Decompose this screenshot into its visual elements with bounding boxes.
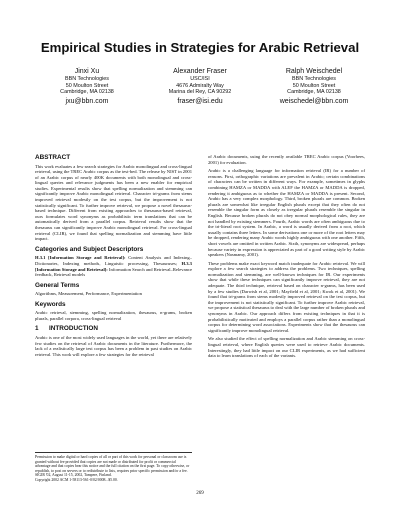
body-paragraph: Arabic is a challenging language for information retrieval (IR) for a number of reasons. First, orthographic variations are prevalent in Arabic; certain combinations of characters can be written in different ways. For example, sometimes in glyphs combining HAMZA or MADDA with ALEF the HAMZA or MADDA is dropped, rendering it ambiguous as to whether the HAMZA or MADDA is present. Second, Arabic has a very complex morphology. Third, broken plurals are common. Broken plurals are somewhat like irregular English plurals except that they often do not resemble the singular form as closely as irregular plurals resemble the singular in English. Because broken plurals do not obey normal morphological rules, they are not handled by existing stemmers. Fourth, Arabic words are often ambiguous due to the tri-literal root system. In Arabic, a word is usually derived from a root, which usually contains three letters. In some derivations one or more of the root letters may be dropped, rendering many Arabic words highly ambiguous with one another. Fifth, short vowels are omitted in written Arabic. Sixth, synonyms are widespread, perhaps because variety in expression is appreciated as part of a good writing style by Arabic speakers (Nasmamy, 2001).	[208, 168, 365, 258]
left-column	[35, 154, 192, 360]
abstract-text: This work evaluates a few search strategies for Arabic monolingual and cross-lingual retrieval, using the TREC Arabic corpus as the test-bed. The release by NIST in 2001 of an Arabic corpus of nearly 400K documents with both monolingual and cross-lingual queries and relevance judgments has been a new enabler for empirical studies. Experimental results show that spelling normalization and stemming can significantly improve Arabic monolingual retrieval. Character tri-grams from stems improved retrieval modestly on the test corpus, but the improvement is not statistically significant. To further improve retrieval, we propose a novel thesaurus-based technique. Different from existing approaches to thesaurus-based retrieval, ours formulates word synonyms as probabilistic term translations that can be automatically derived from a parallel corpus. Retrieval results show that the thesaurus can significantly improve Arabic monolingual retrieval. For cross-lingual retrieval (CLIR), we found that spelling normalization and stemming have little impact.	[35, 163, 192, 242]
keywords-text: Arabic retrieval, stemming, spelling normalization, thesaurus, n-grams, broken plurals, parallel corpora, cross-lingual retrieval	[35, 310, 192, 321]
right-column	[208, 154, 365, 362]
author-block	[0, 67, 400, 111]
body-paragraph: of Arabic documents, using the recently available TREC Arabic corpus (Voorhees, 2001) for evaluation.	[208, 154, 365, 165]
copyright-line: Copyright 2002 ACM 1-58113-561-0/02/0008...$5.00.	[35, 477, 118, 482]
paper-title: Empirical Studies in Strategies for Arabic Retrieval	[40, 40, 360, 55]
conference-line: SIGIR '02, August 11-15, 2002, Tampere, Finland.	[35, 473, 112, 478]
author-org: BBN Technologies	[292, 76, 336, 82]
author-city: Cambridge, MA 02138	[287, 89, 341, 96]
permission-footnote	[35, 452, 192, 483]
author-name: Ralph Weischedel	[285, 68, 343, 75]
author-street: 50 Moulton Street	[65, 82, 109, 89]
introduction-heading	[35, 325, 192, 333]
author-org: BBN Technologies	[65, 76, 109, 82]
categories-heading: Categories and Subject Descriptors	[35, 245, 144, 253]
author-email: weischedel@bbn.com	[279, 97, 349, 105]
author-3	[254, 67, 374, 106]
introduction-text: Arabic is one of the most widely used languages in the world, yet there are relatively few studies on the retrieval of Arabic documents in the literature. Furthermore, the lack of a realistically large test corpus has been a problem in past studies on Arabic retrieval. This work will explore a few strategies for the retrieval	[35, 334, 192, 357]
category-desc-1: Content Analysis and Indexing–Dictionaries, Indexing methods, Linguistic processing, Thesauruses;	[35, 255, 192, 266]
author-name: Alexander Fraser	[173, 68, 227, 75]
author-street: 4676 Admiralty Way	[176, 82, 224, 89]
author-name: Jinxi Xu	[74, 68, 100, 75]
body-paragraph: These problems make exact keyword match inadequate for Arabic retrieval. We will explore a few search strategies to address the problems. Two techniques, spelling normalization and stemming, are well-known techniques for IR. Our experiments show that while these techniques can significantly improve retrieval, they are not adequate. The third technique, retrieval based on character n-grams, has been used by a few studies (Darwish et al, 2001; Mayfield et al, 2001; Kwok et al, 2001). We found that tri-grams from stems modestly improved retrieval on the test corpus, but the improvement is not statistically significant. To further improve Arabic retrieval, we propose a statistical thesaurus to deal with the large number of broken plurals and synonyms in Arabic. Our approach differs from existing techniques in that it is probabilistically motivated and employs a parallel corpus rather than a monolingual corpus for determining word associations. Experiments show that the thesaurus can significantly improve monolingual retrieval.	[208, 260, 365, 333]
section-title: INTRODUCTION	[49, 325, 98, 333]
author-email: fraser@isi.edu	[177, 97, 223, 105]
general-terms-text: Algorithms, Measurement, Performance, Experimentation	[35, 291, 142, 297]
section-number: 1	[35, 325, 39, 333]
categories-text	[35, 255, 192, 277]
body-paragraph: We also studied the effect of spelling normalization and Arabic stemming on cross-lingual retrieval, where English queries were used to retrieve Arabic documents. Interestingly, they had little impact on our CLIR experiments, as we had sufficient data to learn translations of each of the variants.	[208, 336, 365, 359]
category-code-2: H.3.3 [Information Storage and Retrieval]:	[35, 260, 192, 272]
page-number: 269	[196, 491, 204, 496]
author-street: 50 Moulton Street	[292, 82, 336, 89]
category-desc-2: Information Search and Retrieval–Relevance feedback, Retrieval models	[35, 266, 192, 278]
author-city: Cambridge, MA 02138	[60, 89, 114, 96]
author-1	[27, 67, 147, 106]
author-email: jxu@bbn.com	[65, 97, 109, 105]
category-code-1: H.3.1 [Information Storage and Retrieval]:	[35, 255, 126, 261]
abstract-heading: ABSTRACT	[35, 154, 71, 161]
author-org: USC/ISI	[190, 76, 210, 82]
permission-text: Permission to make digital or hard copies of all or part of this work for personal or classroom use is granted without fee provided that copies are not made or distributed for profit or commercial advantage and that copies bear this notice and the full citation on the first page. To copy otherwise, or republish, to post on servers or to redistribute to lists, requires prior specific permission and/or a fee.	[35, 455, 190, 473]
author-city: Marina del Rey, CA 90292	[168, 89, 232, 96]
author-2	[140, 67, 260, 106]
keywords-heading: Keywords	[35, 300, 66, 308]
general-terms-heading: General Terms	[35, 281, 80, 289]
